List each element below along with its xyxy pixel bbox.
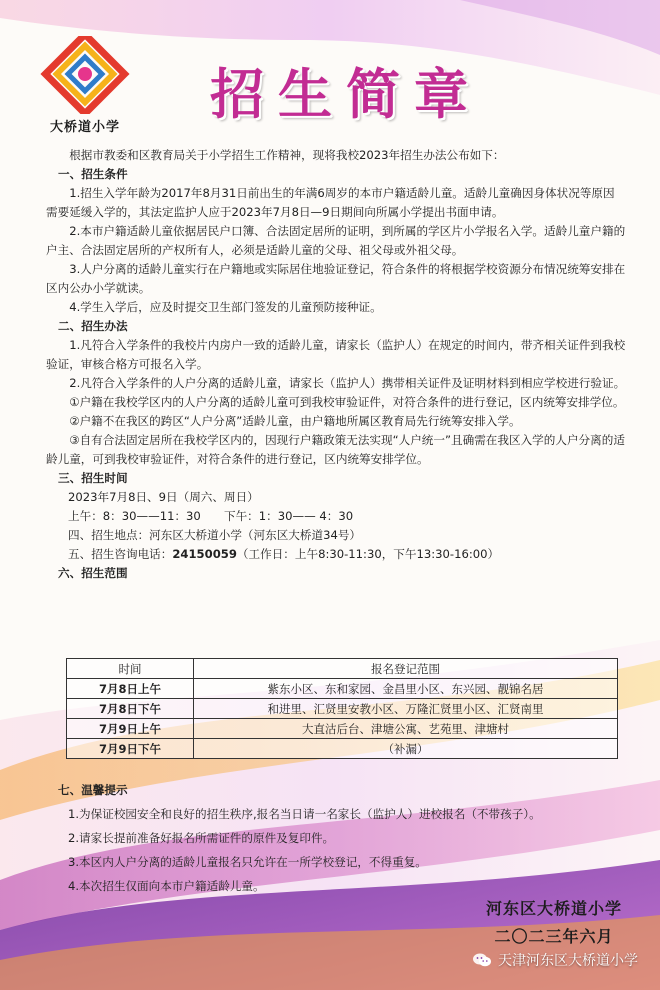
phone-hours: （工作日：上午8:30-11:30，下午13:30-16:00）	[236, 547, 500, 561]
school-logo	[30, 36, 140, 136]
row-time: 7月8日下午	[67, 699, 194, 719]
footer-signature	[486, 895, 622, 951]
admission-hours: 上午：8：30——11：30 下午：1：30—— 4：30	[68, 509, 354, 523]
row-scope: 大直沽后台、津塘公寓、艺苑里、津塘村	[194, 719, 618, 739]
section-1-item-3: 3.人户分离的适龄儿童实行在户籍地或实际居住地验证登记，符合条件的将根据学校资源分布情况统筹安排在区内公办小学就读。	[46, 262, 626, 295]
section-2-item-5: ③自有合法固定居所在我校学区内的，因现行户籍政策无法实现“人户统一”且确需在我区入学的人户分离的适龄儿童，可到我校审验证件，对符合条件的进行登记，区内统筹安排学位。	[46, 433, 625, 466]
section-2-title: 二、招生办法	[58, 319, 128, 333]
tip-item: 4.本次招生仅面向本市户籍适龄儿童。	[68, 879, 265, 893]
table-row	[67, 699, 618, 719]
section-1-item-2: 2.本市户籍适龄儿童依据居民户口簿、合法固定居所的证明，到所属的学区片小学报名入学。适龄儿童户籍的户主、合法固定居所的产权所有人，必须是适龄儿童的父母、祖父母或外祖父母。	[46, 224, 626, 257]
tips-section	[46, 778, 626, 898]
section-6-title: 六、招生范围	[58, 566, 128, 580]
footer-school-name: 河东区大桥道小学	[485, 899, 622, 918]
row-scope: 和进里、汇贤里安教小区、万隆汇贤里小区、汇贤南里	[194, 699, 618, 719]
section-2-item-3: ①户籍在我校学区内的人户分离的适龄儿童可到我校审验证件，对符合条件的进行登记，区内统筹安排学位。	[69, 395, 625, 409]
phone-number: 24150059	[172, 547, 237, 561]
footer-date: 二〇二三年六月	[494, 927, 614, 946]
phone-label: 五、招生咨询电话：	[68, 547, 173, 561]
wechat-watermark	[472, 950, 638, 970]
wechat-icon	[472, 952, 492, 968]
section-4-location: 四、招生地点：河东区大桥道小学（河东区大桥道34号）	[68, 528, 362, 542]
tip-item: 1.为保证校园安全和良好的招生秩序,报名当日请一名家长（监护人）进校报名（不带孩子）。	[68, 807, 541, 821]
row-time: 7月9日下午	[67, 739, 194, 759]
table-header-scope: 报名登记范围	[194, 659, 618, 679]
row-time: 7月8日上午	[67, 679, 194, 699]
section-1-item-1: 1.招生入学年龄为2017年8月31日前出生的年满6周岁的本市户籍适龄儿童。适龄儿童确因身体状况等原因需要延缓入学的，其法定监护人应于2023年7月8日—9日期间向所属小学提出书面申请。	[46, 186, 615, 219]
table-row	[67, 719, 618, 739]
main-content	[46, 146, 626, 583]
enrollment-scope-table	[66, 658, 618, 759]
wechat-account-name: 天津河东区大桥道小学	[498, 953, 638, 969]
row-time: 7月9日上午	[67, 719, 194, 739]
section-3-title: 三、招生时间	[58, 471, 128, 485]
section-1-title: 一、招生条件	[58, 167, 128, 181]
table-row	[67, 679, 618, 699]
section-2-item-1: 1.凡符合入学条件的我校片内房户一致的适龄儿童，请家长（监护人）在规定的时间内，带齐相关证件到我校验证，审核合格方可报名入学。	[46, 338, 626, 371]
row-scope: 紫东小区、东和家园、金昌里小区、东兴园、靓锦名居	[194, 679, 618, 699]
table-header-row	[67, 659, 618, 679]
tip-item: 2.请家长提前准备好报名所需证件的原件及复印件。	[68, 831, 335, 845]
section-2-item-4: ②户籍不在我区的跨区“人户分离”适龄儿童，由户籍地所属区教育局先行统筹安排入学。	[69, 414, 521, 428]
tips-title: 七、温馨提示	[58, 783, 128, 797]
table-header-time: 时间	[67, 659, 194, 679]
section-1-item-4: 4.学生入学后，应及时提交卫生部门签发的儿童预防接种证。	[69, 300, 382, 314]
row-scope: （补漏）	[194, 739, 618, 759]
logo-school-name: 大桥道小学	[49, 120, 120, 135]
intro-text: 根据市教委和区教育局关于小学招生工作精神，现将我校2023年招生办法公布如下：	[69, 148, 505, 162]
section-2-item-2: 2.凡符合入学条件的人户分离的适龄儿童，请家长（监护人）携带相关证件及证明材料到相应学校进行验证。	[69, 376, 626, 390]
admission-date: 2023年7月8日、9日（周六、周日）	[68, 490, 259, 504]
table-row	[67, 739, 618, 759]
page-title: 招生简章	[210, 62, 482, 126]
tip-item: 3.本区内人户分离的适龄儿童报名只允许在一所学校登记，不得重复。	[68, 855, 427, 869]
section-5-phone	[46, 545, 626, 564]
logo-emblem-icon	[30, 36, 140, 114]
